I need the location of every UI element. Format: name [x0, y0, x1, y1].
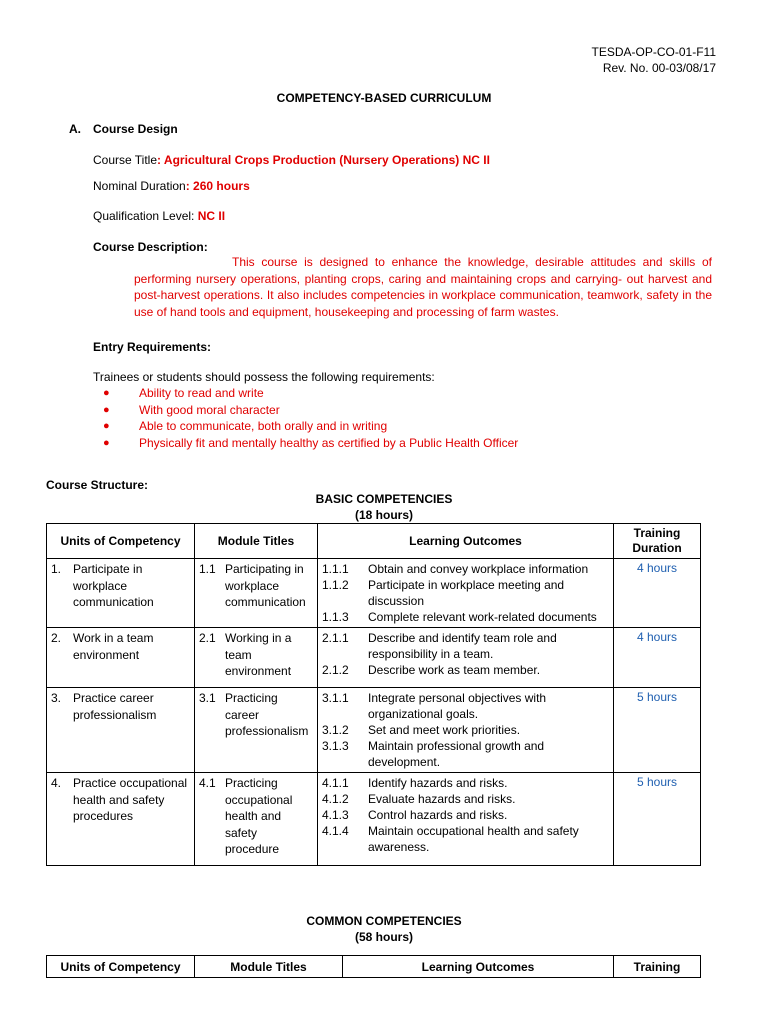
column-header: Module Titles	[195, 956, 343, 978]
module-cell: 1.1 Participating in workplace communication	[195, 559, 318, 628]
bullet-icon: ●	[103, 387, 110, 399]
outcomes-cell	[318, 559, 614, 628]
column-header: Learning Outcomes	[343, 956, 614, 978]
duration-cell: 5 hours	[614, 688, 701, 773]
column-header: Training	[614, 956, 701, 978]
learning-outcome: 2.1.1 Describe and identify team role and responsibility in a team.	[322, 631, 557, 661]
outcomes-cell	[318, 628, 614, 688]
learning-outcome: 3.1.1 Integrate personal objectives with organizational goals.	[322, 691, 547, 721]
common-competencies-hours: (58 hours)	[354, 930, 413, 944]
table-header-row	[47, 524, 701, 559]
nominal-duration-value: : 260 hours	[185, 179, 250, 193]
table-row	[47, 628, 701, 688]
column-header: Training Duration	[614, 524, 701, 559]
document-code: TESDA-OP-CO-01-F11	[591, 45, 716, 59]
course-title-value: : Agricultural Crops Production (Nursery Operations) NC II	[157, 153, 490, 167]
learning-outcome: 4.1.3 Control hazards and risks.	[322, 808, 508, 822]
unit-cell: 3. Practice career professionalism	[47, 688, 195, 773]
learning-outcome: 3.1.2 Set and meet work priorities.	[322, 723, 521, 737]
common-competencies-title: COMMON COMPETENCIES	[306, 914, 462, 928]
course-description-label: Course Description:	[93, 240, 208, 254]
nominal-duration-label: Nominal Duration	[93, 179, 186, 193]
unit-cell: 4. Practice occupational health and safety procedures	[47, 773, 195, 866]
duration-cell: 4 hours	[614, 628, 701, 688]
column-header: Learning Outcomes	[318, 524, 614, 559]
column-header: Units of Competency	[47, 524, 195, 559]
basic-competencies-title: BASIC COMPETENCIES	[315, 492, 453, 506]
section-a-heading: Course Design	[93, 122, 178, 136]
qualification-level-value: NC II	[197, 209, 226, 223]
revision-number: Rev. No. 00-03/08/17	[602, 61, 716, 75]
module-cell: 2.1 Working in a team environment	[195, 628, 318, 688]
table-row	[47, 559, 701, 628]
basic-competencies-hours: (18 hours)	[354, 508, 413, 522]
outcomes-cell	[318, 773, 614, 866]
column-header: Module Titles	[195, 524, 318, 559]
course-structure-label: Course Structure:	[46, 478, 149, 492]
module-cell: 3.1 Practicing career professionalism	[195, 688, 318, 773]
course-title-label: Course Title	[93, 153, 158, 167]
outcomes-cell	[318, 688, 614, 773]
unit-cell: 1. Participate in workplace communication	[47, 559, 195, 628]
course-description: This course is designed to enhance the knowledge, desirable attitudes and skills of performing nursery operations, planting crops, caring and maintaining crops and carrying- out harvest and post-harvest operations. It also includes competencies in workplace communication, teamwork, safety in the use of hand tools and equipment, housekeeping and processing of farm wastes.	[134, 255, 712, 319]
learning-outcome: 1.1.3 Complete relevant work-related documents	[322, 610, 597, 624]
list-item: ● Ability to read and write	[103, 386, 264, 400]
page-title: COMPETENCY-BASED CURRICULUM	[276, 91, 492, 105]
qualification-level-line	[93, 209, 225, 223]
bullet-icon: ●	[103, 436, 110, 449]
learning-outcome: 3.1.3 Maintain professional growth and development.	[322, 739, 545, 769]
learning-outcome: 1.1.1 Obtain and convey workplace information	[322, 562, 589, 576]
duration-cell: 5 hours	[614, 773, 701, 866]
list-item: ● Physically fit and mentally healthy as certified by a Public Health Officer	[103, 435, 519, 450]
course-title-line	[93, 153, 490, 167]
list-item: ● Able to communicate, both orally and in writing	[103, 419, 388, 433]
learning-outcome: 1.1.2 Participate in workplace meeting and discussion	[322, 578, 565, 608]
common-competencies-table	[46, 955, 701, 978]
table-header-row	[47, 956, 701, 978]
entry-requirements-list	[93, 385, 518, 451]
list-item: ● With good moral character	[103, 402, 280, 417]
learning-outcome: 4.1.2 Evaluate hazards and risks.	[322, 792, 516, 806]
bullet-icon: ●	[103, 420, 110, 432]
module-cell: 4.1 Practicing occupational health and safety procedure	[195, 773, 318, 866]
table-row	[47, 688, 701, 773]
learning-outcome: 4.1.1 Identify hazards and risks.	[322, 776, 508, 790]
entry-requirements-intro: Trainees or students should possess the following requirements:	[93, 370, 435, 384]
document-header	[592, 44, 716, 76]
bullet-icon: ●	[103, 403, 110, 416]
nominal-duration-line	[93, 179, 250, 193]
entry-requirements-label: Entry Requirements:	[93, 340, 212, 354]
column-header: Units of Competency	[47, 956, 195, 978]
qualification-level-label: Qualification Level:	[93, 209, 195, 223]
duration-cell: 4 hours	[614, 559, 701, 628]
learning-outcome: 4.1.4 Maintain occupational health and safety awareness.	[322, 824, 579, 854]
section-a-marker: A.	[69, 122, 81, 136]
table-row	[47, 773, 701, 866]
unit-cell: 2. Work in a team environment	[47, 628, 195, 688]
learning-outcome: 2.1.2 Describe work as team member.	[322, 663, 541, 677]
basic-competencies-table	[46, 523, 701, 866]
